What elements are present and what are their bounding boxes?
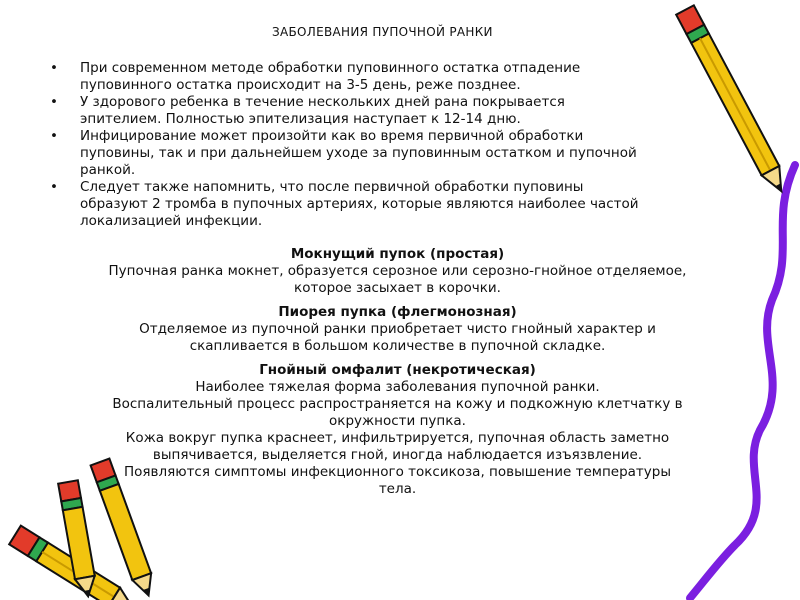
section-line: скапливается в большом количестве в пупочной складке.	[189, 338, 606, 354]
section-line: Наиболее тяжелая форма заболевания пупочной ранки.	[195, 379, 600, 395]
bullet-dot: •	[50, 60, 58, 76]
bullet-item	[50, 94, 755, 128]
bullet-line: При современном методе обработки пуповинного остатка отпадение	[80, 60, 581, 76]
pencil-icon	[58, 480, 98, 600]
section-heading: Пиорея пупка (флегмонозная)	[278, 304, 517, 320]
section-line: тела.	[378, 481, 417, 497]
bullet-line: пуповинного остатка происходит на 3-5 день, реже позднее.	[80, 77, 521, 93]
section-line: Воспалительный процесс распространяется на кожу и подкожную клетчатку в	[112, 396, 683, 412]
section-line: окружности пупка.	[329, 413, 466, 429]
section-phlegmonous	[40, 304, 755, 355]
bullet-line: Следует также напомнить, что после первичной обработки пуповины	[80, 179, 584, 195]
section-heading: Гнойный омфалит (некротическая)	[259, 362, 536, 378]
section-line: Отделяемое из пупочной ранки приобретает чисто гнойный характер и	[139, 321, 656, 337]
bullet-item	[50, 60, 755, 94]
slide-title: ЗАБОЛЕВАНИЯ ПУПОЧНОЙ РАНКИ	[272, 25, 493, 39]
bullet-line: эпителием. Полностью эпителизация наступает к 12-14 дню.	[80, 111, 521, 127]
section-necrotic	[40, 362, 755, 498]
section-line: которое засыхает в корочки.	[294, 280, 501, 296]
bullet-line: Инфицирование может произойти как во время первичной обработки	[80, 128, 584, 144]
bullet-dot: •	[50, 128, 58, 144]
bullet-line: образуют 2 тромба в пупочных артериях, которые являются наиболее частой	[80, 196, 639, 212]
bullet-dot: •	[50, 179, 58, 195]
bullet-line: локализацией инфекции.	[80, 213, 263, 229]
section-line: Пупочная ранка мокнет, образуется серозное или серозно-гнойное отделяемое,	[108, 263, 687, 279]
bullet-item	[50, 179, 755, 230]
section-line: выпячивается, выделяется гной, иногда наблюдается изъязвление.	[152, 447, 643, 463]
section-heading: Мокнущий пупок (простая)	[290, 246, 505, 262]
bullet-line: У здорового ребенка в течение нескольких дней рана покрывается	[80, 94, 565, 110]
section-line: Кожа вокруг пупка краснеет, инфильтрируется, пупочная область заметно	[125, 430, 670, 446]
bullet-item	[50, 128, 755, 179]
bullet-list	[50, 60, 755, 230]
bullet-line: пуповины, так и при дальнейшем уходе за пуповинным остатком и пупочной	[80, 145, 637, 161]
section-simple	[40, 246, 755, 297]
bullet-dot: •	[50, 94, 58, 110]
section-line: Появляются симптомы инфекционного токсикоза, повышение температуры	[123, 464, 672, 480]
bullet-line: ранкой.	[80, 162, 136, 178]
